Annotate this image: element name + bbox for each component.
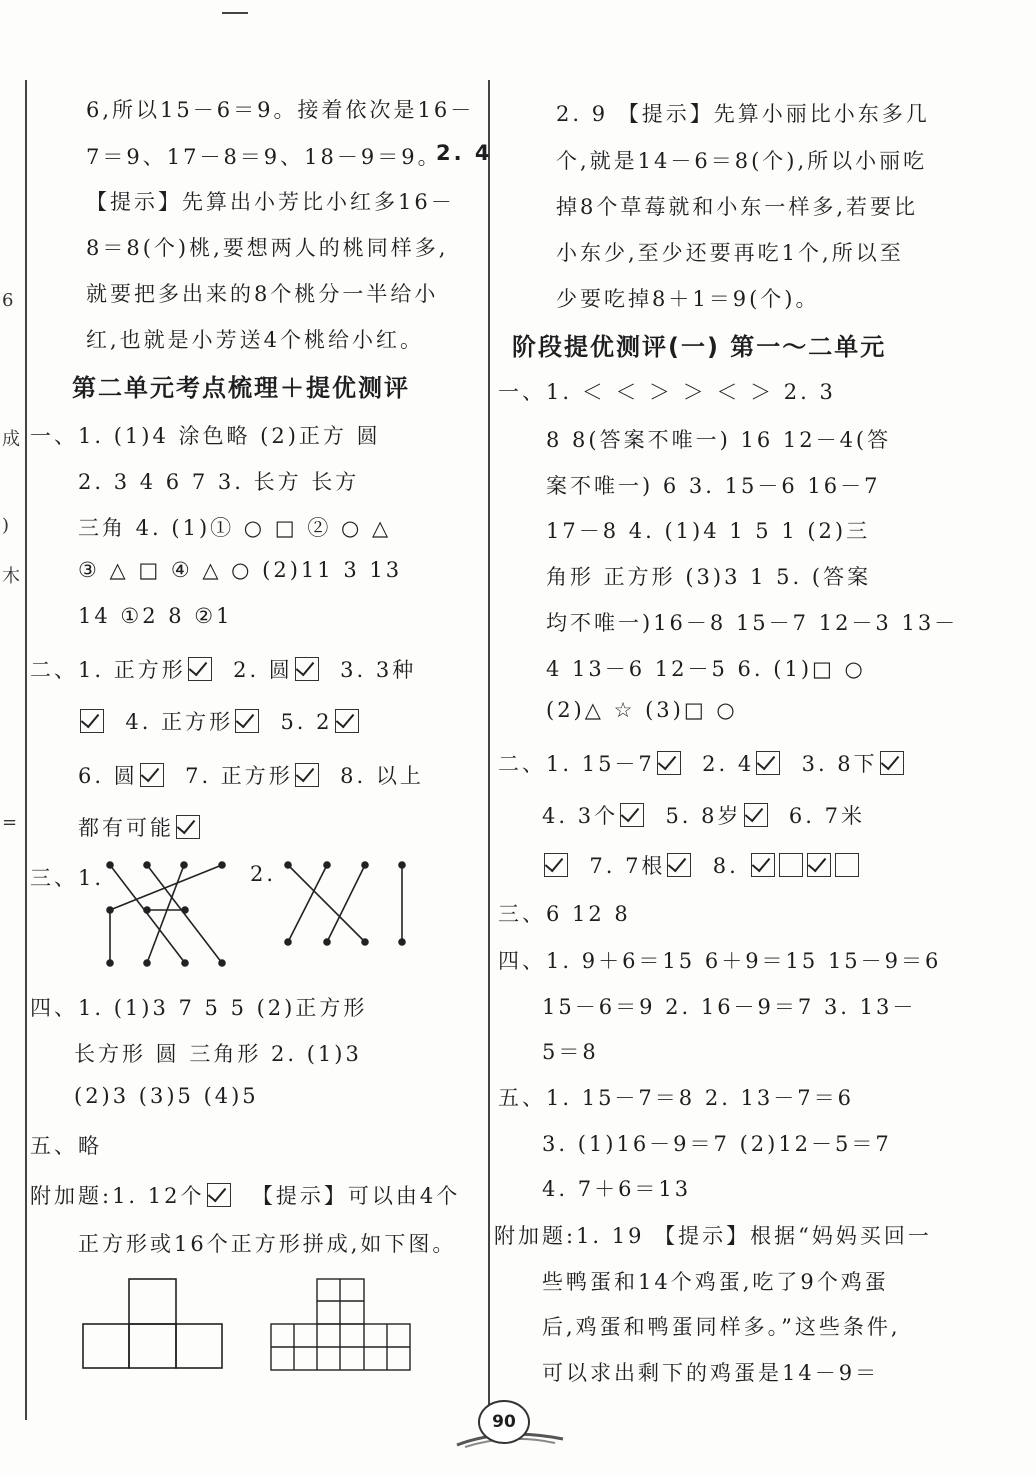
checkbox-checked — [544, 853, 568, 877]
square-figure-1 — [82, 1278, 224, 1370]
edge-fragment: 6 — [2, 290, 14, 311]
checkbox-empty — [835, 853, 859, 877]
answer-line: 就要把多出来的8个桃分一半给小 — [86, 282, 439, 306]
answer-text: 二、1. 正方形 — [30, 658, 186, 682]
square-figure-2 — [270, 1278, 412, 1374]
answer-line: 6,所以15－6＝9。接着依次是16－ — [86, 98, 475, 122]
matching-diagram-1 — [100, 855, 240, 975]
answer-text: 6. 7米 — [788, 804, 865, 828]
checkbox-checked — [807, 853, 831, 877]
answer-text: 4. 正方形 — [125, 710, 234, 734]
answer-line: 小东少,至少还要再吃1个,所以至 — [556, 241, 904, 265]
answer-text: 二、1. 15－7 — [498, 752, 655, 776]
answer-label: 2. — [250, 862, 277, 886]
answer-line: 后,鸡蛋和鸭蛋同样多。”这些条件, — [542, 1315, 901, 1339]
answer-line: 4. 7＋6＝13 — [542, 1177, 692, 1201]
column-divider — [488, 80, 490, 1420]
answer-line: 一、1. (1)4 涂色略 (2)正方 圆 — [30, 424, 381, 448]
answer-line: ③ △ □ ④ △ ○ (2)11 3 13 — [78, 558, 403, 582]
checkbox-checked — [657, 751, 681, 775]
answer-line — [30, 1180, 460, 1210]
answer-line — [30, 654, 416, 684]
edge-fragment: ) — [2, 515, 10, 536]
answer-line: 三、6 12 8 — [498, 902, 631, 926]
answer-line: 5＝8 — [542, 1040, 599, 1064]
checkbox-checked — [751, 853, 775, 877]
answer-line: 五、略 — [30, 1134, 102, 1158]
answer-line: 附加题:1. 19 【提示】根据“妈妈买回一 — [494, 1224, 932, 1248]
answer-line: 四、1. (1)3 7 5 5 (2)正方形 — [30, 996, 368, 1020]
answer-line: 8＝8(个)桃,要想两人的桃同样多, — [86, 236, 449, 260]
checkbox-checked — [756, 751, 780, 775]
checkbox-checked — [188, 657, 212, 681]
checkbox-checked — [335, 709, 359, 733]
answer-line — [436, 141, 493, 165]
answer-line: 8 8(答案不唯一) 16 12－4(答 — [546, 428, 892, 452]
checkbox-checked — [667, 853, 691, 877]
answer-line — [542, 850, 861, 880]
answer-text: 2. 4 — [702, 752, 755, 776]
answer-text: 5. 8岁 — [665, 804, 742, 828]
checkbox-checked — [295, 763, 319, 787]
checkbox-checked — [620, 803, 644, 827]
answer-label: 三、1. — [30, 866, 105, 890]
checkbox-empty — [779, 853, 803, 877]
answer-line: (2)△ ☆ (3)□ ○ — [546, 698, 738, 722]
edge-fragment: = — [2, 812, 18, 833]
answer-line — [78, 706, 361, 736]
answer-line: 15－6＝9 2. 16－9＝7 3. 13－ — [542, 995, 917, 1019]
answer-line: 些鸭蛋和14个鸡蛋,吃了9个鸡蛋 — [542, 1270, 889, 1294]
answer-line: 均不唯一)16－8 15－7 12－3 13－ — [546, 611, 959, 635]
answer-text: 5. 2 — [280, 710, 333, 734]
answer-line: 14 ①2 8 ②1 — [78, 604, 233, 628]
answer-line: 长方形 圆 三角形 2. (1)3 — [74, 1042, 362, 1066]
top-mark — [222, 12, 248, 14]
answer-line — [78, 760, 424, 790]
answer-text: 7. 正方形 — [185, 764, 293, 788]
answer-text: 8. — [712, 854, 739, 878]
hint-text: 【提示】可以由4个 — [251, 1184, 461, 1208]
answer-line: 个,就是14－6＝8(个),所以小丽吃 — [556, 149, 928, 173]
answer-line: 一、1. ＜ ＜ ＞ ＞ ＜ ＞ 2. 3 — [498, 380, 836, 404]
answer-text: 3. 8下 — [801, 752, 878, 776]
answer-line: 四、1. 9＋6＝15 6＋9＝15 15－9＝6 — [498, 949, 942, 973]
answer-line: 7＝9、17－8＝9、18－9＝9。 — [86, 145, 442, 169]
answer-text: 4. 3个 — [542, 804, 619, 828]
answer-line: 17－8 4. (1)4 1 5 1 (2)三 — [546, 519, 871, 543]
left-margin-rule — [25, 80, 27, 1420]
q2-label: 2. 4 — [436, 141, 493, 165]
answer-line: 2. 9 【提示】先算小丽比小东多几 — [556, 102, 930, 126]
answer-line: 角形 正方形 (3)3 1 5. (答案 — [546, 565, 872, 589]
answer-text: 7. 7根 — [589, 854, 666, 878]
answer-line: 三角 4. (1)① ○ □ ② ○ △ — [78, 516, 392, 540]
edge-fragment: 成 — [2, 429, 20, 450]
answer-text: 都有可能 — [78, 816, 174, 840]
checkbox-checked — [744, 803, 768, 827]
answer-line: 红,也就是小芳送4个桃给小红。 — [86, 328, 425, 352]
checkbox-checked — [207, 1183, 231, 1207]
answer-line: 五、1. 15－7＝8 2. 13－7＝6 — [498, 1086, 854, 1110]
answer-text: 附加题:1. 12个 — [30, 1184, 205, 1208]
answer-line — [542, 800, 865, 830]
answer-line: (2)3 (3)5 (4)5 — [74, 1084, 259, 1108]
section-title: 第二单元考点梳理＋提优测评 — [72, 374, 410, 402]
answer-line: 可以求出剩下的鸡蛋是14－9＝ — [542, 1361, 880, 1385]
checkbox-checked — [235, 709, 259, 733]
answer-line: 掉8个草莓就和小东一样多,若要比 — [556, 195, 919, 219]
answer-line: 少要吃掉8＋1＝9(个)。 — [556, 287, 820, 311]
answer-line — [498, 748, 906, 778]
answer-line: 4 13－6 12－5 6. (1)□ ○ — [546, 657, 866, 681]
answer-text: 3. 3种 — [340, 658, 417, 682]
checkbox-checked — [880, 751, 904, 775]
answer-line: 【提示】先算出小芳比小红多16－ — [86, 190, 455, 214]
section-title: 阶段提优测评(一) 第一～二单元 — [512, 333, 887, 361]
page-number: 90 — [478, 1400, 530, 1444]
checkbox-checked — [176, 815, 200, 839]
answer-line: 3. (1)16－9＝7 (2)12－5＝7 — [542, 1132, 892, 1156]
answer-line: 正方形或16个正方形拼成,如下图。 — [78, 1232, 457, 1256]
checkbox-checked — [295, 657, 319, 681]
answer-line: 2. 3 4 6 7 3. 长方 长方 — [78, 470, 360, 494]
answer-text: 2. 圆 — [233, 658, 293, 682]
checkbox-checked — [80, 709, 104, 733]
edge-fragment: 木 — [2, 566, 20, 587]
answer-text: 6. 圆 — [78, 764, 138, 788]
answer-line: 案不唯一) 6 3. 15－6 16－7 — [546, 474, 881, 498]
answer-line — [78, 812, 202, 842]
checkbox-checked — [140, 763, 164, 787]
matching-diagram-2 — [280, 855, 410, 955]
answer-text: 8. 以上 — [340, 764, 424, 788]
